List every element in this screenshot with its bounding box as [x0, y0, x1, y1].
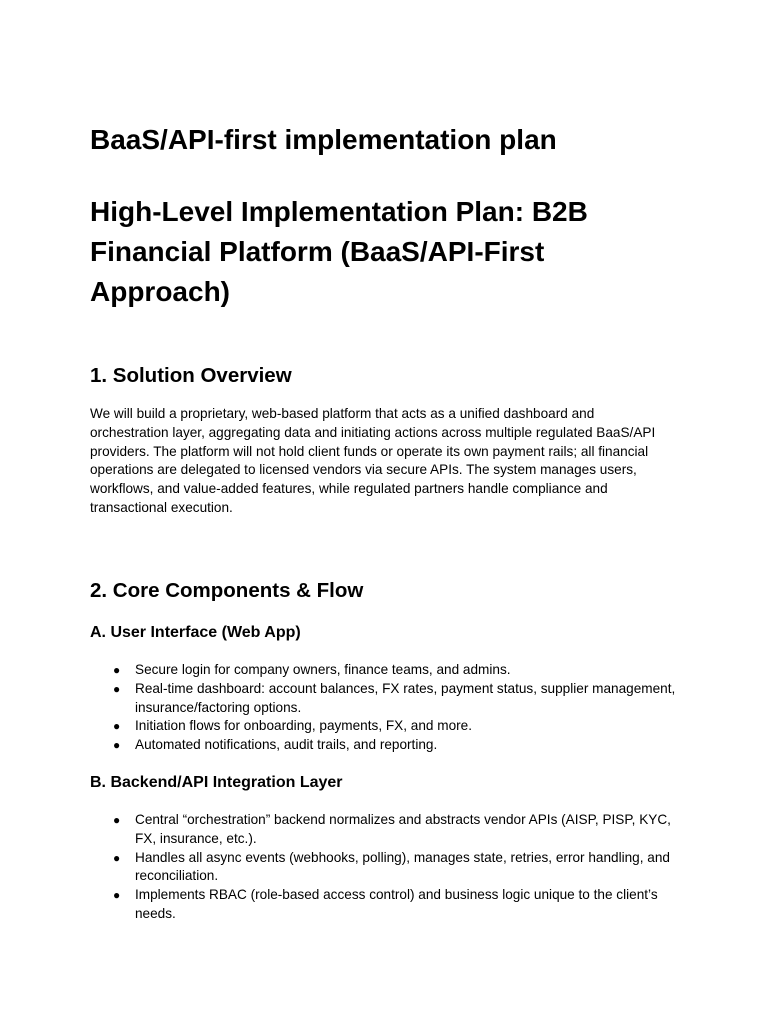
list-item-text: Automated notifications, audit trails, and reporting.	[135, 737, 438, 753]
subheading-user-interface: A. User Interface (Web App)	[90, 624, 301, 641]
bullet-icon: ●	[113, 888, 121, 903]
bullet-icon: ●	[113, 681, 121, 696]
list-item	[90, 886, 680, 924]
document-heading: High-Level Implementation Plan: B2B Financial Platform (BaaS/API-First Approach)	[90, 196, 588, 307]
list-item-text: Central “orchestration” backend normalizes and abstracts vendor APIs (AISP, PISP, KYC, FX, insurance, etc.).	[135, 812, 671, 846]
list-item	[90, 736, 680, 755]
list-item	[90, 811, 680, 849]
subheading-backend-api-layer: B. Backend/API Integration Layer	[90, 774, 343, 791]
bullet-icon: ●	[113, 813, 121, 827]
list-item-text: Initiation flows for onboarding, payments, FX, and more.	[135, 718, 472, 734]
list-item	[90, 849, 680, 887]
list-item-text: Implements RBAC (role-based access control) and business logic unique to the client’s needs.	[135, 887, 658, 921]
document-title: BaaS/API-first implementation plan	[90, 124, 557, 155]
bullet-icon: ●	[113, 850, 121, 865]
list-item	[90, 717, 680, 736]
list-item-text: Handles all async events (webhooks, polling), manages state, retries, error handling, and reconciliation.	[135, 849, 670, 884]
section-heading-core-components: 2. Core Components & Flow	[90, 579, 364, 602]
list-item	[90, 680, 680, 718]
solution-overview-paragraph: We will build a proprietary, web-based platform that acts as a unified dashboard and orchestration layer, aggregating data and initiating actions across multiple regulated BaaS/API providers. The platform will not hold client funds or operate its own payment rails; all financial operations are delegated to licensed vendors via secure APIs. The system manages users, workflows, and value-added features, while regulated partners handle compliance and transactional execution.	[90, 406, 656, 515]
bullet-icon: ●	[113, 738, 121, 753]
user-interface-bullet-list	[90, 661, 680, 755]
list-item-text: Real-time dashboard: account balances, FX rates, payment status, supplier management, insurance/factoring options.	[135, 680, 676, 715]
list-item	[90, 661, 680, 680]
bullet-icon: ●	[113, 719, 121, 734]
backend-bullet-list	[90, 811, 680, 924]
bullet-icon: ●	[113, 663, 121, 677]
section-heading-solution-overview: 1. Solution Overview	[90, 364, 292, 387]
list-item-text: Secure login for company owners, finance teams, and admins.	[135, 662, 511, 677]
